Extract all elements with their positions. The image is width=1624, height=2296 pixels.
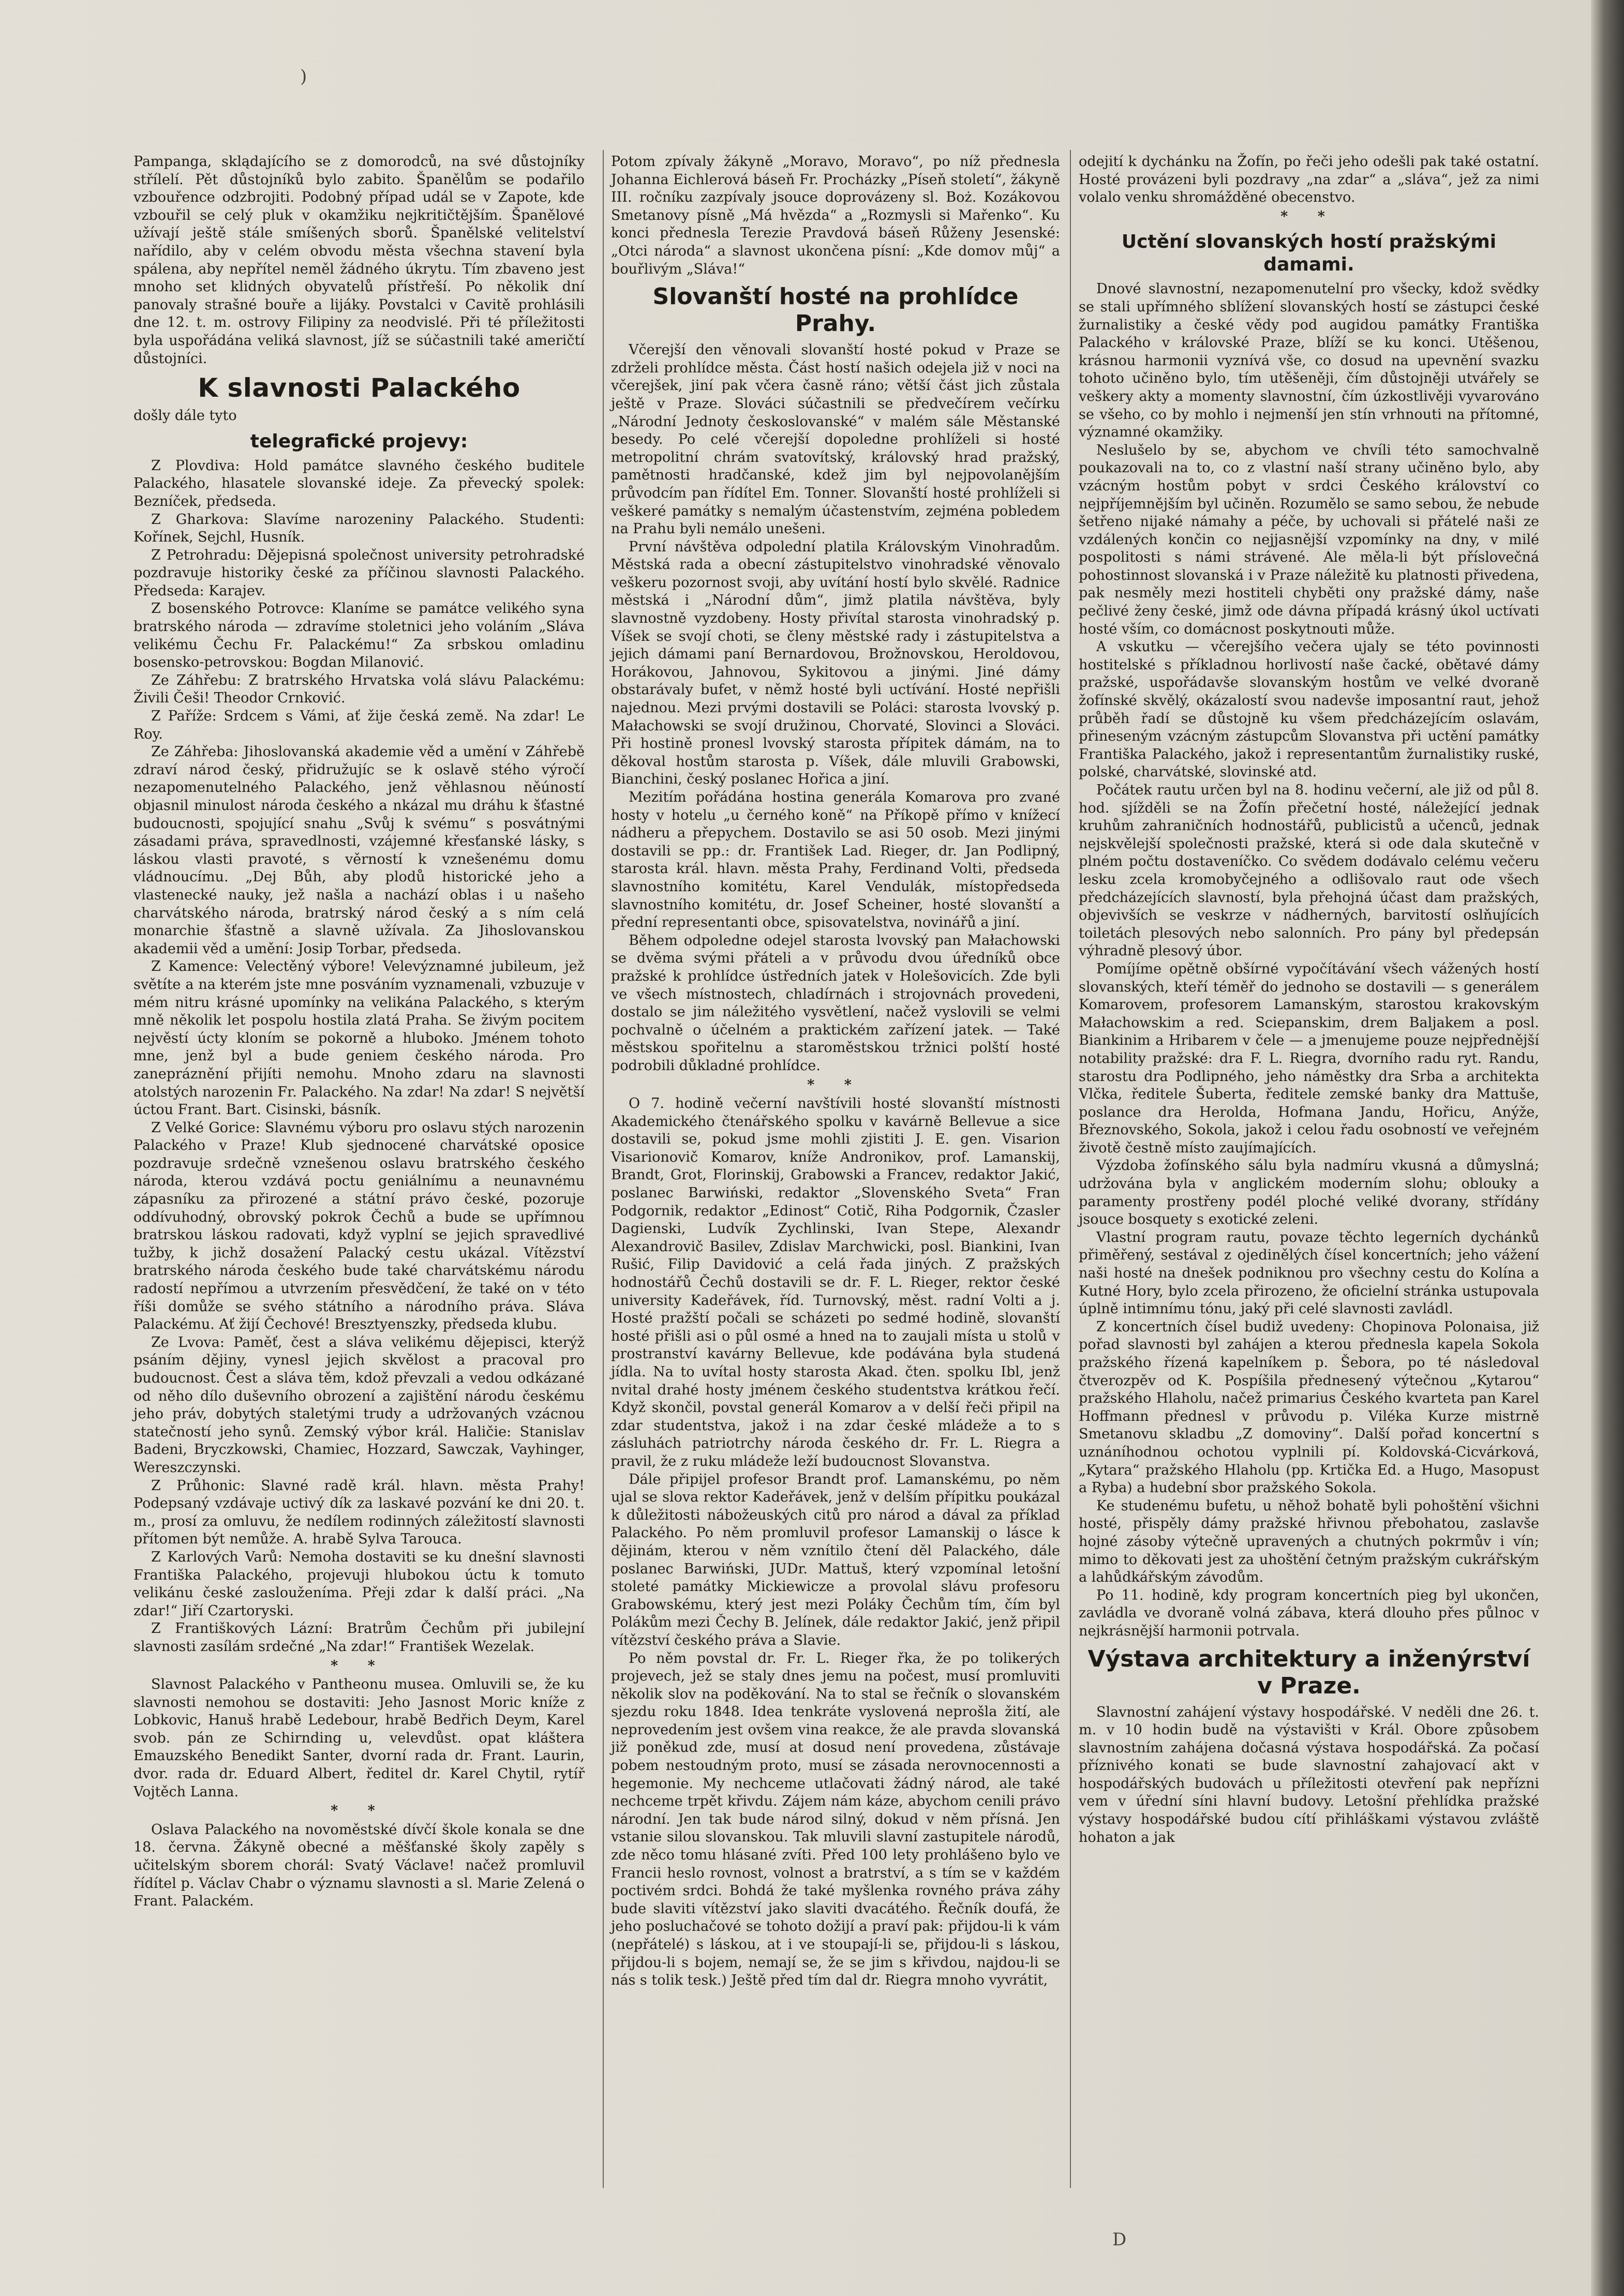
separator: * * xyxy=(1280,208,1337,224)
article-text: Oslava Palackého na novoměstské dívčí škole konala se dne 18. června. Žákyně obecné a měšťanské školy zapěly s učitelským sborem chorál: Svatý Václave! načež promluvil řídítel p. Václav Chabr o významu slavnosti a sl. Marie Zelená o Frant. Palackém. xyxy=(133,1821,585,1910)
article-text: Počátek rautu určen byl na 8. hodinu večerní, ale již od půl 8. hod. sjížděli se na Žofín přečetní hosté, náležející jednak kruhům zahraničních hodnostářů, publicistů a učenců, jednak nejskvělejší společnosti pražské, která si ode dala skutečně v plném počtu dostaveníčko. Co svědem dodávalo celému večeru lesku zcela kromobyčejného a odlišovalo raut ode všech předcházejících slavností, byla přehojná účast dam pražských, objevivších se veskrze v nádherných, barvitostí oslňujících toiletách plesových nebo salonních. Pro pány byl předepsán výhradně plesový úbor. xyxy=(1079,782,1539,959)
headline: Výstava architektury a inženýrství v Praze. xyxy=(1087,1645,1530,1699)
article-text: Slavnostní zahájení výstavy hospodářské. V neděli dne 26. t. m. v 10 hodin budě na výstavišti v Král. Obore způsobem slavnostním zahájena dočasná výstava hospodářská. Za počasí příznivého konati se bude slavnostní zahajovací akt v hospodářských budovách u příležitosti otevření pak nepřízni vem v úřední síni hlavní budovy. Letošní přehlídka pražské výstavy hospodářské budou cítí přihláškami výstavou zvláště hohaton a jak xyxy=(1079,1704,1539,1845)
separator: * * xyxy=(331,1657,388,1674)
article-text: Během odpoledne odejel starosta lvovský pan Małachowski se dvěma svými přáteli a v průvodu dvou úředníků obce pražské k prohlídce ústředních jatek v Holešovicích. Zde byli ve všech místnostech, chladírnách i strojovnách provedeni, dostalo se jim náležitého vysvětlení, načež vyslovili se velmi pochvalně o účelném a praktickém zařízení jatek. — Také městskou spořitelnu a staroměstskou tržnici polští hosté podrobili důkladné prohlídce. xyxy=(611,932,1060,1074)
article-text: Potom zpívaly žákyně „Moravo, Moravo“, po níž přednesla Johanna Eichlerová báseň Fr. Procházky „Píseň století“, žákyně III. ročníku zazpívaly jsouce doprovázeny sl. Boż. Kozákovou Smetanovy písně „Má hvězda“ a „Rozmysli si Mařenko“. Ku konci přednesla Terezie Pravdová báseň Růženy Jesenské: „Otci národa“ a slavnost ukončena písní: „Kde domov můj“ a bouřlivým „Sláva!“ xyxy=(611,154,1060,277)
column-rule xyxy=(1070,150,1071,2188)
article-text: Dále připijel profesor Brandt prof. Lamanskému, po něm ujal se slova rektor Kadeřávek, jenž v delším přípitku poukázal k důležitosti nábožeuských citů pro národ a dával za příklad Palackého. Po něm promluvil profesor Lamanskij o lásce k dějinám, kterou v něm vznítilo čtení děl Palackého, dále poslanec Barwiński, JUDr. Mattuš, který vzpomínal letošní stoleté památky Mickiewicze a provolal slávu profesoru Grabowskému, který jest mezi Poláky Čechům tím, čím byl Polákům mezi Čechy B. Jelínek, dále redaktor Jakić, jenž připil vítězství českého práva a Slavie. xyxy=(611,1471,1060,1648)
article-text: Včerejší den věnovali slovanští hosté pokud v Praze se zdrželi prohlídce města. Část hostí našich odejela již v noci na včerejšek, jiní pak včera časně ráno; větší část jich zůstala ještě v Praze. Slováci súčastnili se předvečírem večírku „Národní Jednoty českoslovanské“ v malém sále Městanské besedy. Po celé včerejší dopoledne prohlíželi si hosté metropolitní chrám svatovítský, královský hrad pražský, pamětnosti hradčanské, kdež jim byl nejpovolanějším průvodcím pan řídítel Em. Tonner. Slovanští hosté prohlíželi si veškeré památky s nemalým účastenstvím, zejména pobledem na Prahu byli nemálo unešeni. xyxy=(611,342,1060,537)
article-text: První návštěva odpolední platila Královským Vinohradům. Městská rada a obecní zástupitelstvo vinohradské věnovalo veškeru pozornost svoji, aby uvítání hostí bylo skvělé. Radnice městská i „Národní dům“, jimž platila návštěva, byly slavnostně vyzdobeny. Hosty přivítal starosta vinohradský p. Víšek se svojí choti, se členy městské rady i zástupitelstva a jejich dámami paní Bernardovou, Brožnovskou, Heroldovou, Horákovou, Jahnovou, Sykitovou a jinými. Jiné dámy obstarávaly bufet, v němž hosté byli uctívání. Hosté nepřišli najednou. Mezi prvými dostavili se Poláci: starosta lvovský p. Małachowski se svojí družinou, Chorvaté, Slovinci a Slováci. Při hostině pronesl lvovský starosta přípitek dámám, na to děkoval hostům starosta p. Víšek, dále mluvili Grabowski, Bianchini, český poslanec Hořica a jiní. xyxy=(611,538,1060,788)
headline: K slavnosti Palackého xyxy=(198,373,520,403)
telegram: Z Petrohradu: Dějepisná společnost university petrohradské pozdravuje historiky české za příčinou slavnosti Palackého. Předseda: Karajev. xyxy=(133,547,585,599)
telegram: Ze Záhřeba: Jihoslovanská akademie věd a umění v Záhřebě zdraví národ český, přidružujíc se k oslavě stého výročí nezapomenutelného Palackého, jenž věhlasnou něúností objasnil minulost národa českého a nkázal mu dráhu k šťastné budoucnosti, spojující snahu „Svůj k svému“ s posvátnými zásadami práva, spravedlnosti, vzájemné křesťanské lásky, s láskou vlasti pravoté, s věrností k vznešenému domu vládnoucímu. „Dej Bůh, aby plodů historické jeho a vlastenecké nauky, jež našla a nachází oblas i u našeho charvátského národa, bratrský národ český a s ním celá monarchie šťastně a slavně užívala. Za Jihoslovanskou akademii věd a umění: Josip Torbar, předseda. xyxy=(133,744,585,957)
separator: * * xyxy=(331,1803,388,1819)
column-left xyxy=(133,153,585,1911)
telegram: Z bosenského Potrovce: Klaníme se památce velikého syna bratrského národa — zdravíme stoletnici jeho voláním „Sláva velikému Čechu Fr. Palackému!“ Za srbskou omladinu bosensko-petrovskou: Bogdan Milanović. xyxy=(133,601,585,671)
telegram: Z Plovdiva: Hold památce slavného českého buditele Palackého, hlasatele slovanské ideje. Za převecký spolek: Bezníček, předseda. xyxy=(133,457,585,509)
article-text: Neslušelo by se, abychom ve chvíli této samochvalně poukazovali na to, co z vlastní naší strany učiněno bylo, aby vzácným hostům pobyt v srdci Českého království co nejpříjemnějším byl učiněn. Rozumělo se samo sebou, že nebude šetřeno nijaké námahy a péče, by uchovali si přátelé naši ze vzdálených končin co nejjasnější vzpomínky na dny, v milé pospolitosti s námi strávené. Ale měla-li být příslovečná pohostinnost slovanská i v Praze náležitě ku platnosti přivedena, pak nesměly mezi hostiteli chyběti ony pražské dámy, naše pečlivé ženy české, jimž ode dávna případá krásný úkol uctívati hosté vším, co domácnost poskytnouti může. xyxy=(1079,442,1539,637)
telegram: Z Velké Gorice: Slavnému výboru pro oslavu stých narozenin Palackého v Praze! Klub sjednocené charvátské oposice pozdravuje srdečně vznešenou oslavu bratrského českého národa, kterou vzdává poctu geniálnímu a neunavnému zápasníku za přirozené a státní právo české, pozoruje oddívuhodný, obrovský pokrok Čechů a bude se upřímnou bratrskou láskou radovati, když vyplní se jejich spravedlivé tužby, k jichž dosažení Palacký cestu ukázal. Vítězství bratrského národa českého bude také charvátskému národu radostí nepřímou a utvrzením přesvědčení, že také on v této říši domůže se svého státního a národního práva. Sláva Palackému. Ať žijí Čechové! Bresztyenszky, předseda klubu. xyxy=(133,1119,585,1333)
telegram: Z Kamence: Velectěný výbore! Velevýznamné jubileum, jež světíte a na kterém jste mne posváním vyznamenali, vzbuzuje v mém nitru krásné upomínky na velikána Palackého, s kterým mně několik let pospolu hostila zlatá Praha. Se živým pocitem nejvěstí úcty kloním se pokorně a hluboko. Jménem tohoto mne, jenž byl a bude geniem českého národa. Pro zanepráznění přijíti nemohu. Mnoho zdaru na slavnosti atolstých narozenin Fr. Palackého. Na zdar! Na zdar! S největší úctou Frant. Bart. Cisinski, básník. xyxy=(133,958,585,1118)
headline: Uctění slovanských hostí pražskými damami. xyxy=(1121,231,1497,276)
article-text: Pomíjíme opětně obšírné vypočítávání všech vážených hostí slovanských, kteří téměř do jednoho se dostavili — s generálem Komarovem, profesorem Lamanským, starostou krakovským Małachowskim a red. Sciepanskim, drem Baljakem a posl. Biankinim a Hribarem v čele — a jmenujeme pouze nejpřednější notability pražské: dra F. L. Riegra, dvorního radu ryt. Randu, starostu dra Podlipného, jeho náměstky dra Srba a architekta Vlčka, ředitele Šuberta, ředitele zemské banky dra Mattuše, poslance dra Herolda, Hofmana Jandu, Hořicu, Anýže, Březnovského, Sokola, jakož i celou řadu osobností ve veřejném životě čestně místo zaujímajících. xyxy=(1079,961,1539,1156)
telegram: Z Průhonic: Slavné radě král. hlavn. města Prahy! Podepsaný vzdávaje uctivý dík za laskavé pozvání ke dni 20. t. m., prosí za omluvu, že nedílem rodinných záležitostí slavnosti přítomen být nemůže. A. hrabě Sylva Tarouca. xyxy=(133,1477,585,1548)
telegram: Z Paříže: Srdcem s Vámi, ať žije česká země. Na zdar! Le Roy. xyxy=(133,708,585,742)
telegram: Z Gharkova: Slavíme narozeniny Palackého. Studenti: Kořínek, Sejchl, Husník. xyxy=(133,511,585,546)
article-text: Dnové slavnostní, nezapomenutelní pro všecky, kdož svědky se stali upřímného sblížení slovanských hostí se zástupci české žurnalistiky a české vědy pod augidou památky Františka Palackého v královské Praze, blíží se ku konci. Utěšenou, krásnou harmonii vyznívá vše, co dosud na upevnění svazku tohoto učiněno bylo, tím utěšeněji, čím důstojněji utvářely se veškery akty a momenty slavnostní, čím úzkostlivěji vyvarováno se všeho, co by mohlo i nejmenší jen stín vrhnouti na přítomné, významné okamžiky. xyxy=(1079,281,1539,441)
margin-mark: ) xyxy=(300,66,307,87)
article-text: Mezitím pořádána hostina generála Komarova pro zvané hosty v hotelu „u černého koně“ na Příkopě přímo v knížecí nádheru a přepychem. Dostavilo se asi 50 osob. Mezi jinými dostavili se pp.: dr. František Lad. Rieger, dr. Jan Podlipný, starosta král. hlavn. města Prahy, Ferdinand Volti, předseda slavnostního komitétu, Karel Vendulák, místopředseda slavnostního komitétu, dr. Josef Scheiner, hosté slovanští a přední representanti obce, spisovatelstva, novinářů a jiní. xyxy=(611,789,1060,931)
telegram: Ze Lvova: Paměť, čest a sláva velikému dějepisci, kterýž psáním dějiny, vynesl jejich skvělost a pracoval pro budoucnost. Čest a sláva těm, kdož převzali a vedou odkázané od něho dílo duševního obrození a zajištění národu českému jeho práv, dobytých staletými trudy a udržovaných vzácnou statečností jeho synů. Zemský výbor král. Haličie: Stanislav Badeni, Bryczkowski, Chamiec, Hozzard, Sawczak, Vayhinger, Wereszczynski. xyxy=(133,1334,585,1476)
article-text: Po něm povstal dr. Fr. L. Rieger řka, že po tolikerých projevech, jež se staly dnes jemu na počest, musí promluviti několik slov na poděkování. Na to stal se řečník o slovanském sjezdu roku 1848. Idea tenkráte vyslovená neprošla žití, ale neprovedením jest ovšem vina reakce, že ale pravda slovanská již poněkud zde, musí at dosud není provedena, zůstávaje pobem nestoudným proto, musí se zásada nerovnocennosti a hegemonie. My nechceme utlačovati žádný národ, ale také nechceme trpět křivdu. Zájem nám káze, abychom cenili právo národní. Jen tak bude národ silný, dokud v něm přísná. Jen vstanie silou slovanskou. Tak mluvili slavní zastupitele národů, zde něco tomu hlásané zvíti. Před 100 lety prohlášeno bylo ve Francii heslo rovnost, volnost a bratrství, a s tím se v každém poctivém srdci. Bohdá že také myšlenka rovného práva záhy bude slaviti vítězství jako slaviti dvacátého. Řečník doufá, že jeho posluchačové se tohoto dožijí a praví pak: přijdou-li k vám (nepřátelé) s láskou, at i ve stoupají-li se, přijdou-li s láskou, přijdou-li s bojem, nemají se, že se jim s křivdou, najdou-li se nás s tolik tesk.) Ještě před tím dal dr. Riegra mnoho vyvrátit, xyxy=(611,1650,1060,1989)
article-text: Ke studenému bufetu, u něhož bohatě byli pohoštění všichni hosté, přispěly dámy pražské hřivnou přebohatou, zaslavše hojné zásoby výtečně upravených a chutných pokrmův i vín; mimo to děkovati jest za uhoštění četným pražským cukrářským a lahůdkářským závodům. xyxy=(1079,1497,1539,1586)
headline: Slovanští hosté na prohlídce Prahy. xyxy=(652,283,1019,337)
article-text: Slavnost Palackého v Pantheonu musea. Omluvili se, že ku slavnosti nemohou se dostaviti: Jeho Jasnost Moric kníže z Lobkovic, Hanuš hrabě Ledebour, hrabě Bedřich Deym, Karel svob. pán ze Schirnding u, velevdůst. opat kláštera Emauzského Benedikt Santer, dvorní rada dr. Frant. Laurin, dvor. rada dr. Eduard Albert, ředitel dr. Karel Chytil, rytíř Vojtěch Lanna. xyxy=(133,1676,585,1800)
article-text: Z koncertních čísel budiž uvedeny: Chopinova Polonaisa, již pořad slavnosti byl zahájen a kterou přednesla kapela Sokola pražského řízená kapelníkem p. Šebora, po té následoval čtverozpěv od K. Pospíšila přednesený výtečnou „Kytarou“ pražského Hlaholu, načež primarius Českého kvarteta pan Karel Hoffmann přednesl v průvodu p. Viléka Kurze mistrně Smetanovu skladbu „Z domoviny“. Další pořad koncertní s uznáníhodnou ochotou vyplnili pí. Koldovská-Cicvárková, „Kytara“ pražského Hlaholu (pp. Krtička Ed. a Hugo, Masopust a Ryba) a hudební sbor pražského Sokola. xyxy=(1079,1318,1539,1496)
page-fold-shadow xyxy=(1591,0,1624,2296)
margin-mark: D xyxy=(1112,2229,1127,2250)
article-text: Po 11. hodině, kdy program koncertních pieg byl ukončen, zavládla ve dvoraně volná zábava, která dlouho přes půlnoc v nejkrásnější harmonii potrvala. xyxy=(1079,1587,1539,1639)
column-middle xyxy=(611,153,1060,1990)
article-text: Pampanga, sklądajícího se z domorodců, na své důstojníky střílelí. Pět důstojníků bylo zabito. Španělům se podařilo vzbouřence odzbrojiti. Podobný případ udál se v Zapote, kde vzbouřil se celý pluk v okamžiku nejkritičtějším. Španělové užívají ještě stále smíšených sborů. Španělské velitelství nařídilo, aby v celém obvodu města všechna stavení byla spálena, aby nepřítel neměl žádného úkrytu. Tím zbaveno jest mnoho set klidných obyvatelů přístřeší. Po několik dní panovaly strašné bouře a lijáky. Povstalci v Cavitě prohlásili dne 12. t. m. ostrovy Filipiny za neodvislé. Při té příležitosti byla uspořádána veliká slavnost, jíž se súčastnili také američtí důstojníci. xyxy=(133,154,585,367)
article-text: O 7. hodině večerní navštívili hosté slovanští místnosti Akademického čtenářského spolku v kavárně Bellevue a sice dostavili se, pokud jsme mohli zjistiti J. E. gen. Visarion Visarionovič Komarov, kníže Andronikov, prof. Lamanskij, Brandt, Grot, Florinskij, Grabowski a Francev, redaktor Jakić, poslanec Barwiński, redaktor „Slovenského Sveta“ Fran Podgornik, redaktor „Edinost“ Cotič, Riha Podgornik, Čzasler Dagienski, Ludvík Zychlinski, Ivan Stepe, Alexandr Alexandrovič Basilev, Zdislav Marchwicki, posl. Biankini, Ivan Rušić, Filip Davidović a celá řada jiných. Z pražských hodnostářů Čechů dostavili se dr. F. L. Rieger, rektor české university Kadeřávek, říd. Turnovský, měst. radní Volti a j. Hosté pražští počali se scházeti po sedmé hodině, slovanští hosté přišli asi o půl osmé a hned na to zaujali místa u stolů v prostranství kavárny Bellevue, kde podávána byla studená jídla. Na to uvítal hosty starosta Akad. čten. spolku Ibl, jenž nvital drahé hosty jménem českého studentstva krátkou řečí. Když skončil, povstal generál Komarov a v delší řeči připil na zdar studentstva, jakož i na zdar české mládeže a to s zásluhách patriotrchy národa českého dr. Fr. L. Riegra a pravil, že z ruku mládeže leží budoucnost Slovanstva. xyxy=(611,1096,1060,1469)
article-text: A vskutku — včerejšího večera ujaly se této povinnosti hostitelské s příkladnou horlivostí naše čacké, obětavé dámy pražské, uspořádavše slovanským hostům ve velké dvoraně žofínské skvělý, okázalostí svou nadevše imposantní raut, jehož průběh řadí se důstojně ku všem předcházejícím oslavám, přineseným vzácným zástupcům Slovanstva při uctění památky Františka Palackého, jakož i representantům žurnalistiky ruské, polské, charvátské, slovinské atd. xyxy=(1079,639,1539,781)
column-rule xyxy=(603,150,604,2188)
telegram: Ze Záhřebu: Z bratrského Hrvatska volá slávu Palackému: Živili Češi! Theodor Crnković. xyxy=(133,672,585,707)
article-text: Výzdoba žofínského sálu byla nadmíru vkusná a důmyslná; udržována byla v anglickém moderním slohu; oblouky a paramenty prostřeny podél ploché veliké dvorany, střídány jsouce bosquety s exotické zeleni. xyxy=(1079,1158,1539,1228)
subheadline: telegrafické projevy: xyxy=(250,430,468,452)
telegram: Z Františkových Lázní: Bratrům Čechům při jubilejní slavnosti zasílám srdečné „Na zdar!“ František Wezelak. xyxy=(133,1620,585,1655)
separator: * * xyxy=(807,1076,864,1093)
article-text: Vlastní program rautu, povaze těchto legerních dychánků přiměřený, sestával z ojedinělých čísel koncertních; jeho vážení naši hosté na dnešek podniknou pro všechny cestu do Kolína a Kutné Hory, bylo zcela přirozeno, že oficielní stránka ustupovala úplně intimnímu tónu, jaký při celé slavnosti zavládl. xyxy=(1079,1229,1539,1317)
column-right xyxy=(1079,153,1539,1847)
telegram: Z Karlových Varů: Nemoha dostaviti se ku dnešní slavnosti Františka Palackého, projevuji hlubokou úctu k tomuto velikánu české zaslouženíma. Přeji zdar k další práci. „Na zdar!“ Jiří Czartoryski. xyxy=(133,1549,585,1619)
article-text: došly dále tyto xyxy=(133,408,237,424)
article-text: odejití k dychánku na Žofín, po řeči jeho odešli pak také ostatní. Hosté provázeni byli pozdravy „na zdar“ a „sláva“, jež za nimi volalo venku shromážděné obecenstvo. xyxy=(1079,154,1539,206)
